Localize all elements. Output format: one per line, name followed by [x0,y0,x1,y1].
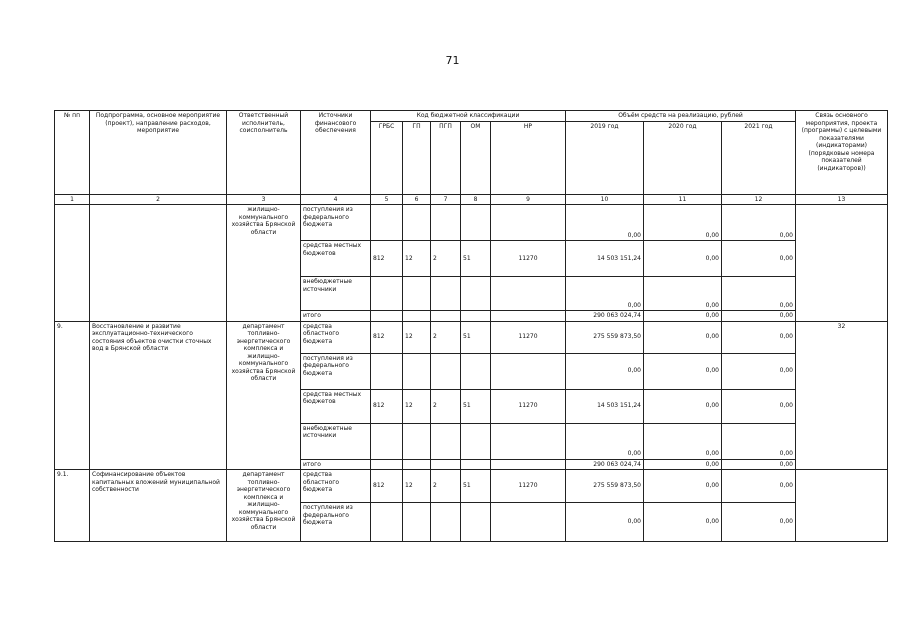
total-2021: 0,00 [722,459,796,470]
row-2021: 0,00 [722,241,796,277]
row-gp [403,277,431,311]
header-link: Связь основного мероприятия, проекта (программы) с целевыми показателями (индикаторами) (порядковые номера показателей (индикаторов)) [796,111,888,195]
row-pgp: 2 [431,321,461,353]
col-number: 4 [301,194,371,205]
page-number: 71 [445,54,460,67]
header-num: № пп [55,111,90,195]
budget-table [54,110,888,542]
total-label: итого [301,459,371,470]
header-volume: Объём средств на реализацию, рублей [566,111,796,122]
header-source: Источники финансового обеспечения [301,111,371,195]
header-gp: ГП [403,121,431,194]
row-pgp: 2 [431,241,461,277]
row-om [461,353,491,389]
row-om: 51 [461,241,491,277]
row-np: 11270 [491,241,566,277]
row-grbs: 812 [371,389,403,423]
row-np [491,353,566,389]
row-executor: департамент топливно-энергетического комплекса и жилищно-коммунального хозяйства Брянской области [227,470,301,542]
row-np: 11270 [491,470,566,503]
row-om: 51 [461,321,491,353]
col-number: 7 [431,194,461,205]
header-pgp: ПГП [431,121,461,194]
total-2020: 0,00 [644,459,722,470]
header-budget-code: Код бюджетной классификации [371,111,566,122]
row-pgp: 2 [431,389,461,423]
row-program: Софинансирование объектов капитальных вложений муниципальной собственности [90,470,227,542]
row-num: 9. [55,321,90,470]
row-source: средства местных бюджетов [301,389,371,423]
row-2019: 0,00 [566,503,644,542]
row-gp: 12 [403,389,431,423]
row-2019: 0,00 [566,353,644,389]
row-gp: 12 [403,321,431,353]
col-number: 8 [461,194,491,205]
row-pgp [431,353,461,389]
row-2021: 0,00 [722,205,796,241]
empty-cell [431,459,461,470]
row-np [491,277,566,311]
row-gp: 12 [403,241,431,277]
row-source: средства областного бюджета [301,321,371,353]
row-source: поступления из федерального бюджета [301,353,371,389]
row-link [796,205,888,322]
row-source: поступления из федерального бюджета [301,205,371,241]
header-2021: 2021 год [722,121,796,194]
header-executor: Ответственный исполнитель, соисполнитель [227,111,301,195]
row-2019: 14 503 151,24 [566,241,644,277]
row-2020: 0,00 [644,423,722,459]
row-grbs [371,205,403,241]
row-2019: 0,00 [566,277,644,311]
header-program: Подпрограмма, основное мероприятие (проект), направление расходов, мероприятие [90,111,227,195]
row-2020: 0,00 [644,205,722,241]
row-pgp [431,503,461,542]
row-source: внебюджетные источники [301,277,371,311]
col-number: 6 [403,194,431,205]
empty-cell [431,311,461,322]
row-2021: 0,00 [722,470,796,503]
empty-cell [403,311,431,322]
row-2021: 0,00 [722,389,796,423]
row-program: Восстановление и развитие эксплуатационно-технического состояния объектов очистки сточных вод в Брянской области [90,321,227,470]
row-source: внебюджетные источники [301,423,371,459]
col-number: 2 [90,194,227,205]
row-2021: 0,00 [722,353,796,389]
header-om: ОМ [461,121,491,194]
table-row [55,205,888,241]
col-number: 3 [227,194,301,205]
row-grbs [371,423,403,459]
empty-cell [371,459,403,470]
row-grbs [371,353,403,389]
row-gp [403,423,431,459]
row-om [461,277,491,311]
row-executor: жилищно-коммунального хозяйства Брянской области [227,205,301,322]
row-2019: 0,00 [566,423,644,459]
row-np: 11270 [491,321,566,353]
header-row-1 [55,111,888,122]
col-number: 12 [722,194,796,205]
col-number: 13 [796,194,888,205]
row-pgp [431,205,461,241]
row-2021: 0,00 [722,277,796,311]
row-np: 11270 [491,389,566,423]
total-2021: 0,00 [722,311,796,322]
col-number: 9 [491,194,566,205]
row-np [491,503,566,542]
row-gp: 12 [403,470,431,503]
row-2020: 0,00 [644,353,722,389]
row-om [461,423,491,459]
row-source: поступления из федерального бюджета [301,503,371,542]
row-grbs: 812 [371,321,403,353]
row-2020: 0,00 [644,277,722,311]
row-link [796,470,888,542]
row-grbs: 812 [371,241,403,277]
row-2019: 0,00 [566,205,644,241]
row-np [491,205,566,241]
row-2019: 14 503 151,24 [566,389,644,423]
row-grbs [371,503,403,542]
row-gp [403,205,431,241]
table-row [55,470,888,503]
empty-cell [403,459,431,470]
header-np: НР [491,121,566,194]
row-2021: 0,00 [722,503,796,542]
row-2019: 275 559 873,50 [566,321,644,353]
row-grbs: 812 [371,470,403,503]
row-source: средства местных бюджетов [301,241,371,277]
row-pgp: 2 [431,470,461,503]
row-om [461,205,491,241]
total-2019: 290 063 024,74 [566,311,644,322]
col-number: 11 [644,194,722,205]
row-2020: 0,00 [644,321,722,353]
col-number: 10 [566,194,644,205]
row-2020: 0,00 [644,389,722,423]
empty-cell [461,311,491,322]
col-number: 1 [55,194,90,205]
total-2020: 0,00 [644,311,722,322]
header-2019: 2019 год [566,121,644,194]
empty-cell [371,311,403,322]
row-num: 9.1. [55,470,90,542]
row-source: средства областного бюджета [301,470,371,503]
row-num [55,205,90,322]
row-pgp [431,423,461,459]
row-program [90,205,227,322]
total-label: итого [301,311,371,322]
row-om [461,503,491,542]
col-number: 5 [371,194,403,205]
row-gp [403,503,431,542]
row-2020: 0,00 [644,470,722,503]
header-grbs: ГРБС [371,121,403,194]
empty-cell [491,459,566,470]
row-np [491,423,566,459]
row-2021: 0,00 [722,423,796,459]
row-pgp [431,277,461,311]
header-2020: 2020 год [644,121,722,194]
empty-cell [491,311,566,322]
row-executor: департамент топливно-энергетического комплекса и жилищно-коммунального хозяйства Брянской области [227,321,301,470]
row-2020: 0,00 [644,503,722,542]
row-om: 51 [461,389,491,423]
row-grbs [371,277,403,311]
column-number-row [55,194,888,205]
row-om: 51 [461,470,491,503]
row-2020: 0,00 [644,241,722,277]
row-2021: 0,00 [722,321,796,353]
empty-cell [461,459,491,470]
row-link: 32 [796,321,888,470]
row-2019: 275 559 873,50 [566,470,644,503]
total-2019: 290 063 024,74 [566,459,644,470]
row-gp [403,353,431,389]
table-row [55,321,888,353]
